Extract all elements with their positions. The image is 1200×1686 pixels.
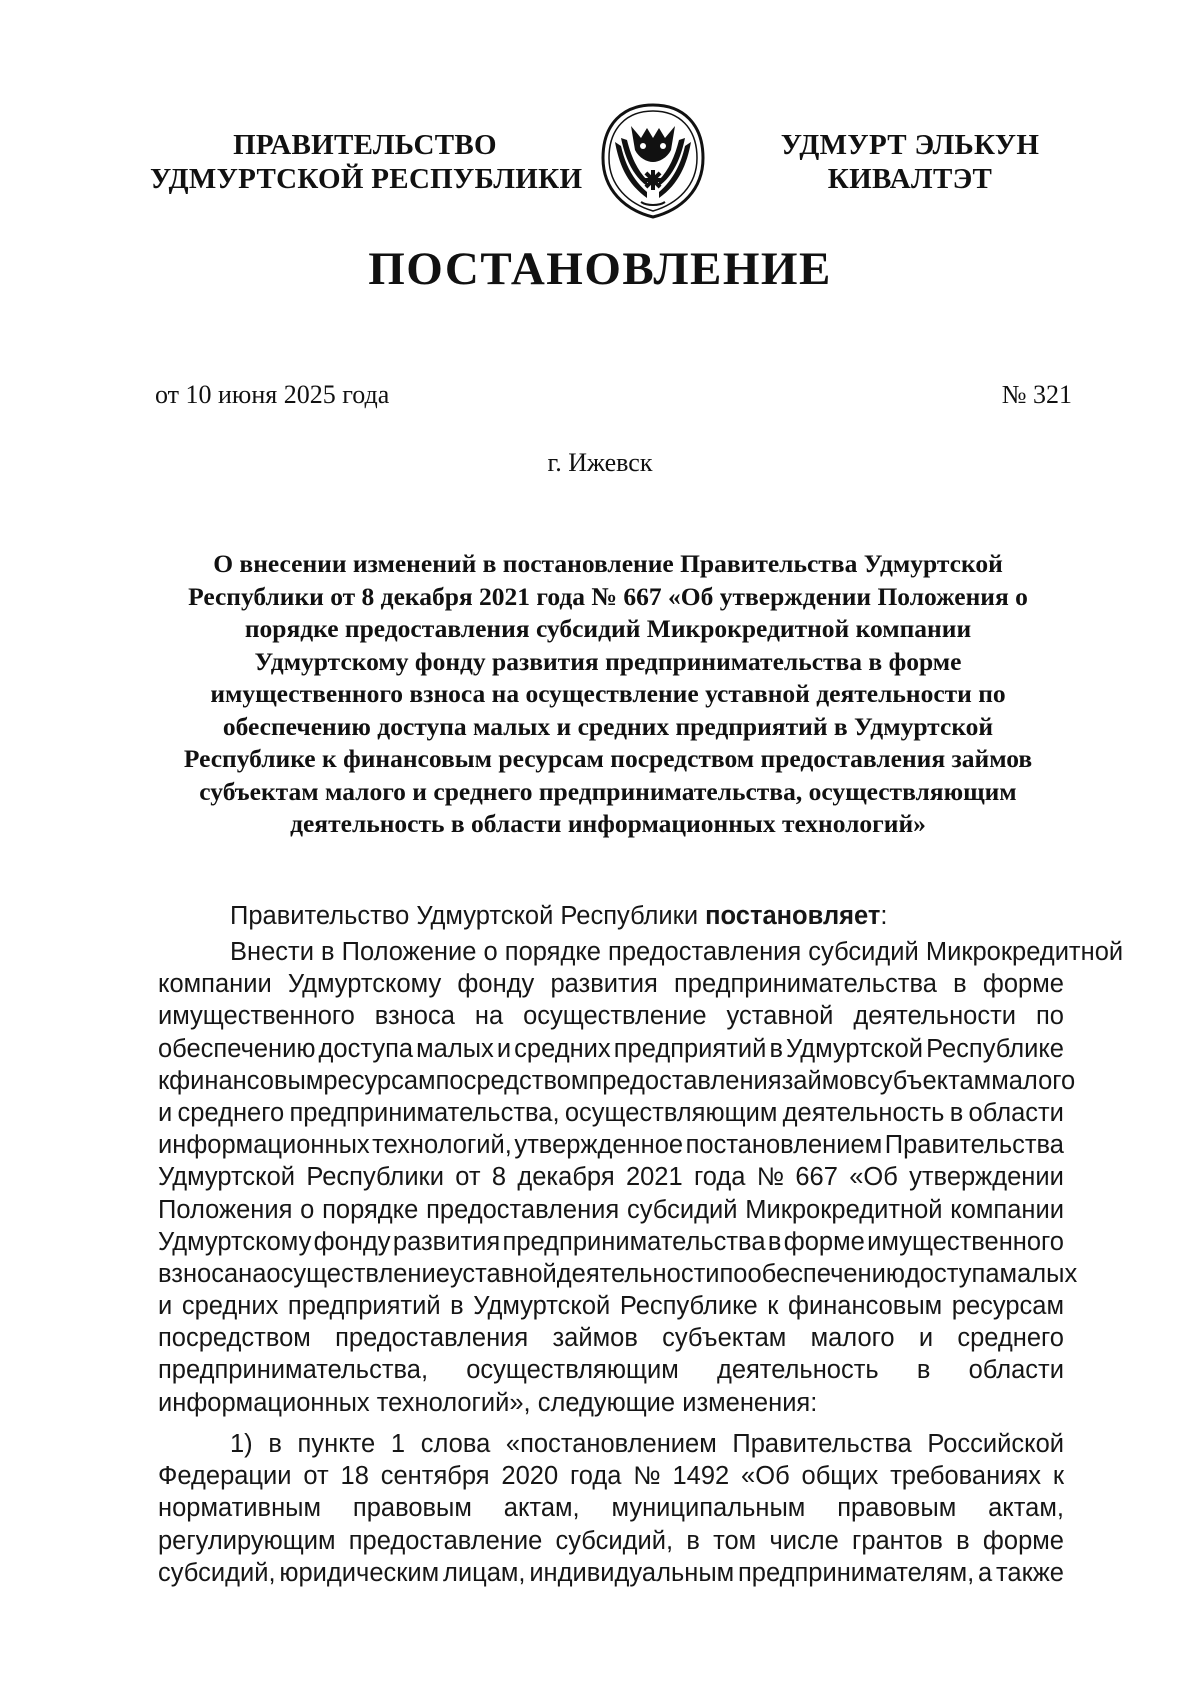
word: 1492 bbox=[672, 1462, 730, 1491]
word: муниципальным bbox=[611, 1494, 806, 1523]
word: посредством bbox=[158, 1324, 311, 1353]
word: сентября bbox=[380, 1462, 490, 1491]
word: правовым bbox=[837, 1494, 957, 1523]
word: № bbox=[633, 1462, 661, 1491]
word: предпринимательства, bbox=[158, 1356, 429, 1385]
word: предпринимательства, bbox=[289, 1098, 560, 1127]
word: Удмуртской bbox=[473, 1292, 611, 1321]
word: 667 bbox=[795, 1163, 838, 1192]
word: обеспечению bbox=[747, 1259, 905, 1288]
word: предприятий bbox=[287, 1292, 441, 1321]
word: Республике bbox=[619, 1292, 758, 1321]
word: в bbox=[956, 1526, 970, 1555]
word: займов bbox=[781, 1066, 867, 1095]
word: доступа bbox=[318, 1034, 414, 1063]
word: ресурсам bbox=[323, 1066, 436, 1095]
word: Российской bbox=[927, 1430, 1064, 1458]
word: имущественного bbox=[867, 1227, 1064, 1256]
title-line: О внесении изменений в постановление Правительства Удмуртской bbox=[213, 549, 1003, 578]
word: № bbox=[756, 1163, 785, 1192]
word: субъектам bbox=[662, 1324, 787, 1353]
word: актам, bbox=[503, 1494, 580, 1523]
word: в bbox=[916, 1356, 931, 1385]
word: деятельности bbox=[853, 1002, 1017, 1031]
word: года bbox=[693, 1163, 746, 1192]
word: развития bbox=[392, 1227, 501, 1256]
word: форме bbox=[982, 970, 1064, 999]
item-line bbox=[158, 1492, 1064, 1524]
word: предпринимательства bbox=[673, 970, 937, 999]
word: осуществляющим bbox=[466, 1356, 679, 1385]
word: деятельность bbox=[782, 1098, 945, 1127]
word: в bbox=[767, 1227, 782, 1256]
preamble-colon: : bbox=[880, 902, 888, 930]
word: субсидий, bbox=[158, 1558, 276, 1587]
word: декабря bbox=[517, 1163, 615, 1192]
word: деятельность bbox=[716, 1356, 879, 1385]
word: «постановлением bbox=[505, 1430, 717, 1458]
government-name-line-2: УДМУРТСКОЙ РЕСПУБЛИКИ bbox=[150, 163, 583, 195]
word: форме bbox=[982, 1526, 1064, 1555]
paragraph-line bbox=[158, 1194, 1064, 1226]
word: «Об bbox=[849, 1163, 898, 1192]
preamble bbox=[158, 900, 1064, 932]
word: на bbox=[238, 1259, 267, 1288]
title-line: Республики от 8 декабря 2021 года № 667 «Об утверждении Положения о bbox=[188, 581, 1028, 611]
item-line bbox=[158, 1428, 1064, 1460]
word: деятельности bbox=[556, 1259, 720, 1288]
word: лицам, bbox=[442, 1558, 526, 1587]
word: слова bbox=[420, 1430, 491, 1458]
paragraph-line bbox=[158, 1161, 1064, 1193]
word: развития bbox=[550, 970, 658, 999]
word: технологий, bbox=[372, 1131, 512, 1160]
word: порядке bbox=[322, 1195, 419, 1224]
word: утверждении bbox=[909, 1163, 1064, 1192]
word: том bbox=[713, 1526, 757, 1555]
main-paragraph bbox=[158, 936, 1124, 1419]
word: к bbox=[767, 1292, 779, 1321]
word: 2020 bbox=[501, 1462, 559, 1491]
word: Правительства bbox=[732, 1430, 912, 1458]
paragraph-line bbox=[158, 1258, 1078, 1290]
word: индивидуальным bbox=[529, 1558, 735, 1587]
amendment-item-1 bbox=[158, 1428, 1064, 1589]
word: пункте bbox=[297, 1430, 376, 1458]
word: взноса bbox=[158, 1259, 239, 1288]
word: осуществление bbox=[266, 1259, 450, 1288]
word: среднего bbox=[177, 1098, 285, 1127]
word: и bbox=[158, 1292, 173, 1321]
word: осуществление bbox=[523, 1002, 707, 1031]
word: Удмуртской bbox=[786, 1034, 924, 1063]
paragraph-line bbox=[158, 1000, 1064, 1032]
word: средних bbox=[514, 1034, 611, 1063]
udmurt-coat-of-arms-icon bbox=[597, 102, 709, 220]
word: актам, bbox=[988, 1494, 1064, 1523]
word: займов bbox=[552, 1324, 638, 1353]
word: «Об bbox=[741, 1462, 790, 1491]
word: малых bbox=[416, 1034, 494, 1063]
paragraph-line bbox=[158, 1033, 1064, 1065]
word: также bbox=[996, 1558, 1064, 1587]
word: в bbox=[268, 1430, 282, 1458]
word: субъектам bbox=[866, 1066, 992, 1095]
word: компании bbox=[950, 1195, 1064, 1224]
paragraph-line bbox=[158, 1226, 1064, 1258]
word: числе bbox=[769, 1526, 839, 1555]
word: грантов bbox=[852, 1526, 943, 1555]
word: Удмуртскому bbox=[287, 970, 442, 999]
word: по bbox=[719, 1259, 748, 1288]
government-name-udmurt bbox=[755, 128, 1065, 196]
title-line: порядке предоставления субсидий Микрокредитной компании bbox=[244, 614, 972, 643]
title-line: Республике к финансовым ресурсам посредством предоставления займов bbox=[183, 744, 1033, 773]
word: субсидий, bbox=[555, 1526, 674, 1555]
word: 18 bbox=[340, 1462, 369, 1491]
title-line: субъектам малого и среднего предпринимательства, осуществляющим bbox=[199, 776, 1017, 806]
word: осуществляющим bbox=[564, 1098, 778, 1127]
word: посредством bbox=[435, 1066, 589, 1095]
document-title bbox=[150, 548, 1066, 841]
word: Федерации bbox=[158, 1462, 292, 1491]
word: в bbox=[769, 1034, 783, 1063]
word: предоставления bbox=[335, 1324, 529, 1353]
word: о bbox=[300, 1195, 315, 1224]
word: от bbox=[455, 1163, 481, 1192]
word: в bbox=[686, 1526, 700, 1555]
word: форме bbox=[783, 1227, 865, 1256]
word: финансовым bbox=[788, 1292, 943, 1321]
word: и bbox=[496, 1034, 512, 1063]
title-line: деятельность в области информационных технологий» bbox=[290, 809, 926, 838]
document-date: от 10 июня 2025 года bbox=[155, 380, 390, 409]
government-name-russian bbox=[150, 128, 583, 196]
government-name-udmurt-line-2: КИВАЛТЭТ bbox=[827, 163, 993, 195]
word: в bbox=[949, 1098, 964, 1127]
document-type: ПОСТАНОВЛЕНИЕ bbox=[368, 243, 832, 295]
title-line: Удмуртскому фонду развития предпринимательства в форме bbox=[254, 646, 962, 676]
word: малых bbox=[999, 1259, 1078, 1288]
word: к bbox=[158, 1066, 170, 1095]
preamble-line bbox=[158, 900, 1064, 932]
paragraph-line: Внести в Положение о порядке предоставления субсидий Микрокредитной bbox=[230, 938, 1124, 966]
paragraph-line bbox=[158, 968, 1064, 1000]
title-line: обеспечению доступа малых и средних предприятий в Удмуртской bbox=[222, 711, 994, 741]
word: предпринимателям, bbox=[737, 1558, 975, 1587]
item-line bbox=[158, 1557, 1064, 1589]
word: 1) bbox=[230, 1430, 253, 1458]
word: года bbox=[569, 1462, 622, 1491]
paragraph-line: информационных технологий», следующие изменения: bbox=[158, 1388, 818, 1417]
paragraph-line bbox=[158, 1065, 1076, 1097]
document-city: г. Ижевск bbox=[547, 448, 653, 477]
word: Удмуртской bbox=[158, 1163, 296, 1192]
word: правовым bbox=[352, 1494, 472, 1523]
document-number: № 321 bbox=[1001, 380, 1072, 409]
word: компании bbox=[158, 970, 272, 999]
word: утвержденное bbox=[514, 1131, 684, 1160]
word: в bbox=[450, 1292, 464, 1321]
word: от bbox=[303, 1462, 329, 1491]
word: средних bbox=[181, 1292, 279, 1321]
word: 1 bbox=[390, 1430, 406, 1458]
word: предоставления bbox=[588, 1066, 782, 1095]
word: ресурсам bbox=[951, 1292, 1064, 1321]
word: Удмуртскому bbox=[158, 1227, 312, 1256]
word: регулирующим bbox=[158, 1526, 336, 1555]
preamble-text: Правительство Удмуртской Республики bbox=[230, 902, 706, 930]
word: предоставления bbox=[426, 1195, 620, 1224]
word: 2021 bbox=[625, 1163, 683, 1192]
word: к bbox=[1052, 1462, 1064, 1491]
word: постановлением bbox=[685, 1131, 883, 1160]
word: информационных bbox=[158, 1131, 370, 1160]
word: общих bbox=[801, 1462, 879, 1491]
word: области bbox=[968, 1098, 1064, 1127]
item-line bbox=[158, 1460, 1064, 1492]
word: и bbox=[918, 1324, 934, 1353]
word: малого bbox=[991, 1066, 1076, 1095]
government-name-udmurt-line-1: УДМУРТ ЭЛЬКУН bbox=[780, 129, 1040, 161]
government-name-line-1: ПРАВИТЕЛЬСТВО bbox=[233, 129, 497, 161]
paragraph-line bbox=[158, 1322, 1064, 1354]
word: малого bbox=[810, 1324, 895, 1353]
word: уставной bbox=[449, 1259, 557, 1288]
item-line bbox=[158, 1525, 1064, 1557]
word: на bbox=[474, 1002, 504, 1031]
preamble-verb: постановляет bbox=[705, 902, 881, 930]
word: предприятий bbox=[613, 1034, 767, 1063]
word: имущественного bbox=[158, 1002, 355, 1031]
word: области bbox=[968, 1356, 1064, 1385]
word: в bbox=[953, 970, 967, 999]
word: взноса bbox=[374, 1002, 455, 1031]
word: фонду bbox=[313, 1227, 391, 1256]
word: Микрокредитной bbox=[745, 1195, 943, 1224]
word: а bbox=[978, 1558, 993, 1587]
word: среднего bbox=[957, 1324, 1064, 1353]
word: Положения bbox=[158, 1195, 293, 1224]
word: фонду bbox=[457, 970, 535, 999]
word: уставной bbox=[726, 1002, 834, 1031]
word: обеспечению bbox=[158, 1034, 316, 1063]
word: по bbox=[1035, 1002, 1064, 1031]
word: Республике bbox=[926, 1034, 1064, 1063]
word: субсидий bbox=[627, 1195, 738, 1224]
word: финансовым bbox=[169, 1066, 324, 1095]
word: предпринимательства bbox=[502, 1227, 766, 1256]
word: Правительства bbox=[884, 1131, 1064, 1160]
word: и bbox=[158, 1098, 173, 1127]
paragraph-line bbox=[158, 1129, 1064, 1161]
paragraph-line bbox=[158, 1354, 1064, 1386]
title-line: имущественного взноса на осуществление уставной деятельности по bbox=[210, 679, 1006, 708]
word: доступа bbox=[905, 1259, 1000, 1288]
paragraph-line bbox=[158, 1097, 1064, 1129]
word: предоставление bbox=[348, 1526, 543, 1555]
paragraph-line bbox=[158, 1290, 1064, 1322]
word: Республики bbox=[306, 1163, 444, 1192]
word: юридическим bbox=[279, 1558, 440, 1587]
word: требованиях bbox=[890, 1462, 1041, 1491]
word: 8 bbox=[491, 1163, 507, 1192]
word: нормативным bbox=[158, 1494, 322, 1523]
